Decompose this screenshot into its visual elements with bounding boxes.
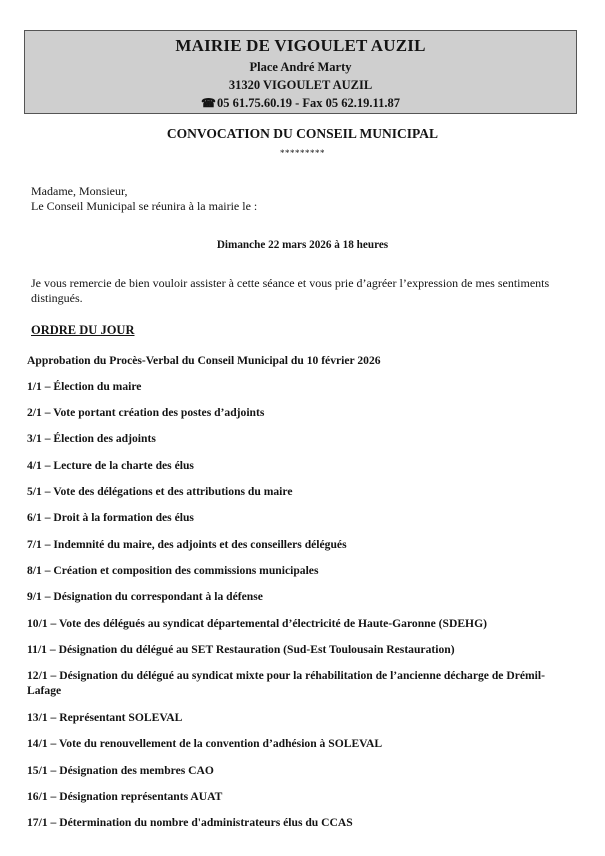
intro-text: Le Conseil Municipal se réunira à la mairie le :	[31, 199, 258, 213]
agenda-item: 1/1 – Élection du maire	[27, 380, 142, 393]
agenda-item: 14/1 – Vote du renouvellement de la convention d’adhésion à SOLEVAL	[27, 737, 383, 750]
agenda-item: 11/1 – Désignation du délégué au SET Restauration (Sud-Est Toulousain Restauration)	[27, 643, 455, 656]
contact-line	[25, 94, 576, 112]
meeting-date: Dimanche 22 mars 2026 à 18 heures	[216, 239, 389, 251]
agenda-item: 16/1 – Désignation représentants AUAT	[27, 790, 223, 803]
agenda-item: 17/1 – Détermination du nombre d'administrateurs élus du CCAS	[27, 816, 353, 829]
address-line-1: Place André Marty	[249, 60, 352, 74]
agenda-item: 12/1 – Désignation du délégué au syndicat mixte pour la réhabilitation de l’ancienne décharge de Drémil-	[27, 669, 545, 682]
title-separator: *********	[280, 148, 325, 158]
closing-line-1: Je vous remercie de bien vouloir assister à cette séance et vous prie d’agréer l’expression de mes sentiments	[31, 276, 550, 290]
salutation: Madame, Monsieur,	[31, 184, 128, 198]
agenda-item: 6/1 – Droit à la formation des élus	[27, 511, 194, 524]
agenda-item: 2/1 – Vote portant création des postes d’adjoints	[27, 406, 265, 419]
agenda-item: 3/1 – Élection des adjoints	[27, 432, 156, 445]
agenda-item: 5/1 – Vote des délégations et des attributions du maire	[27, 485, 293, 498]
agenda-item: 13/1 – Représentant SOLEVAL	[27, 711, 183, 724]
telephone-icon: ☎	[201, 96, 216, 110]
closing-line-2: distingués.	[31, 291, 83, 305]
letterhead-box	[24, 30, 577, 114]
agenda-item: 4/1 – Lecture de la charte des élus	[27, 459, 194, 472]
address-line-2: 31320 VIGOULET AUZIL	[228, 78, 373, 92]
contact-numbers: 05 61.75.60.19 - Fax 05 62.19.11.87	[216, 96, 400, 110]
agenda-item: 9/1 – Désignation du correspondant à la défense	[27, 590, 263, 603]
agenda-title: ORDRE DU JOUR	[31, 323, 135, 337]
document-title: CONVOCATION DU CONSEIL MUNICIPAL	[166, 126, 439, 141]
agenda-item: 8/1 – Création et composition des commissions municipales	[27, 564, 319, 577]
mairie-title: MAIRIE DE VIGOULET AUZIL	[175, 36, 426, 55]
agenda-item: 7/1 – Indemnité du maire, des adjoints et des conseillers délégués	[27, 538, 347, 551]
agenda-item: 15/1 – Désignation des membres CAO	[27, 764, 214, 777]
agenda-approval: Approbation du Procès-Verbal du Conseil Municipal du 10 février 2026	[27, 354, 381, 367]
agenda-item-continuation: Lafage	[27, 684, 62, 697]
agenda-item: 10/1 – Vote des délégués au syndicat départemental d’électricité de Haute-Garonne (SDEHG)	[27, 617, 487, 630]
